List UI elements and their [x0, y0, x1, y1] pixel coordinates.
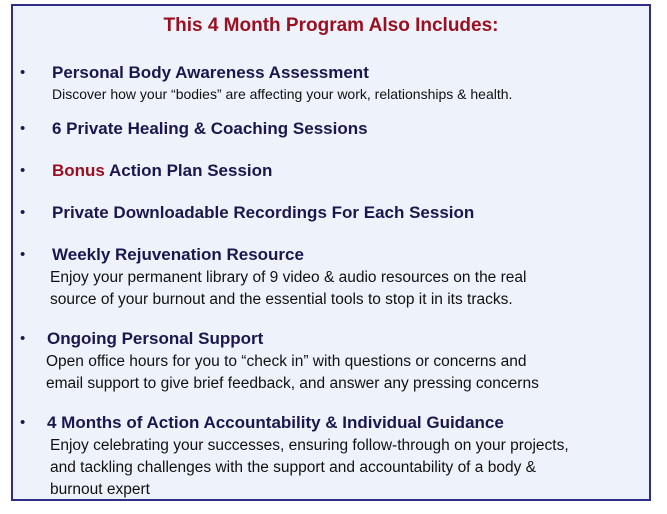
- item-heading: Weekly Rejuvenation Resource: [52, 245, 304, 264]
- program-title: This 4 Month Program Also Includes:: [163, 15, 499, 36]
- item-description-line: Enjoy your permanent library of 9 video & audio resources on the real: [50, 269, 527, 286]
- bullet: •: [20, 120, 26, 137]
- item-description-line: and tackling challenges with the support and accountability of a body &: [50, 459, 536, 476]
- bullet: •: [20, 64, 26, 81]
- item-description-line: email support to give brief feedback, and answer any pressing concerns: [46, 375, 539, 392]
- item-description-line: Open office hours for you to “check in” with questions or concerns and: [46, 353, 527, 370]
- bonus-label: Bonus: [52, 161, 105, 180]
- item-description-line: source of your burnout and the essential tools to stop it in its tracks.: [50, 291, 513, 308]
- item-heading: 4 Months of Action Accountability & Individual Guidance: [47, 413, 504, 432]
- program-includes-box: [11, 4, 651, 501]
- item-description-line: burnout expert: [50, 481, 150, 498]
- item-description: Discover how your “bodies” are affecting your work, relationships & health.: [52, 86, 513, 102]
- item-heading: Private Downloadable Recordings For Each Session: [52, 203, 475, 222]
- item-heading: 6 Private Healing & Coaching Sessions: [52, 119, 368, 138]
- bullet: •: [20, 204, 26, 221]
- bullet: •: [20, 330, 26, 347]
- item-heading: Ongoing Personal Support: [47, 329, 264, 348]
- bullet: •: [20, 246, 26, 263]
- bullet: •: [20, 162, 26, 179]
- item-heading: [52, 160, 272, 182]
- item-heading-text: Action Plan Session: [104, 161, 273, 180]
- item-heading: Personal Body Awareness Assessment: [52, 63, 369, 82]
- bullet: •: [20, 414, 26, 431]
- item-description-line: Enjoy celebrating your successes, ensuring follow-through on your projects,: [50, 437, 569, 454]
